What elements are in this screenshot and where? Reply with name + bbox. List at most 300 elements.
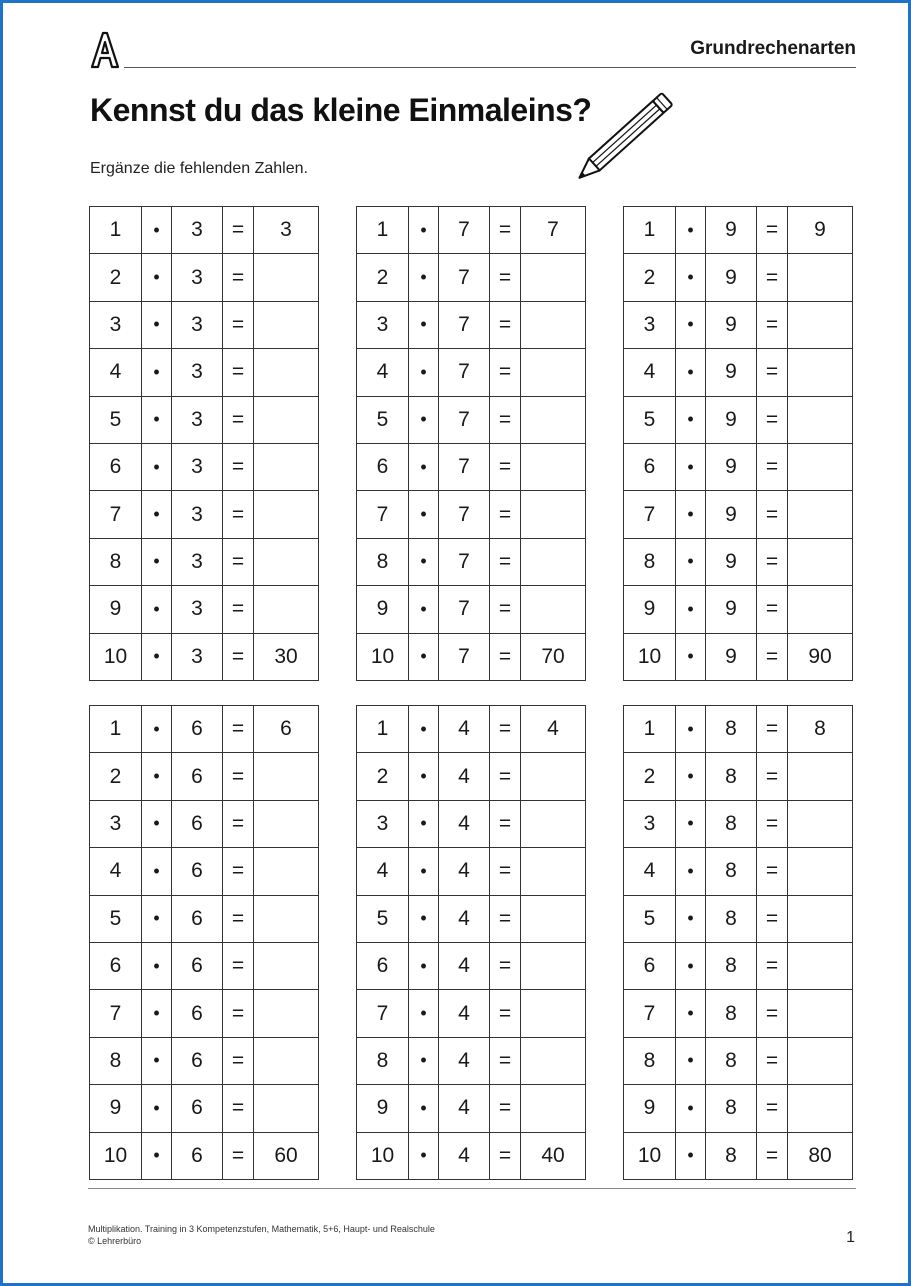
table-row [624, 1132, 853, 1179]
factor-b-cell: 4 [439, 895, 490, 942]
footer-citation: Multiplikation. Training in 3 Kompetenzstufen, Mathematik, 5+6, Haupt- und Realschule [88, 1224, 435, 1234]
table-row [624, 538, 853, 585]
times-sign: • [142, 895, 172, 942]
times-sign: • [409, 1037, 439, 1084]
factor-a-cell: 1 [357, 706, 409, 753]
times-sign: • [409, 443, 439, 490]
times-sign: • [409, 990, 439, 1037]
result-cell[interactable] [788, 800, 853, 847]
header-rule [124, 67, 856, 68]
table-row [90, 207, 319, 254]
times-sign: • [409, 800, 439, 847]
page-title: Kennst du das kleine Einmaleins? [90, 92, 592, 128]
times-sign: • [142, 848, 172, 895]
footer-rule [88, 1188, 856, 1189]
pencil-icon [565, 80, 690, 190]
footer-copyright: © Lehrerbüro [88, 1236, 142, 1246]
result-cell: 60 [254, 1132, 319, 1179]
factor-a-cell: 8 [357, 1037, 409, 1084]
result-cell[interactable] [521, 800, 586, 847]
equals-sign: = [223, 633, 254, 680]
equals-sign: = [757, 990, 788, 1037]
table-row [624, 633, 853, 680]
factor-b-cell: 7 [439, 301, 490, 348]
times-sign: • [676, 586, 706, 633]
times-sign: • [142, 1085, 172, 1132]
result-cell: 9 [788, 207, 853, 254]
result-cell[interactable] [788, 491, 853, 538]
factor-b-cell: 6 [172, 895, 223, 942]
result-cell: 6 [254, 706, 319, 753]
result-cell[interactable] [254, 1085, 319, 1132]
factor-a-cell: 3 [624, 800, 676, 847]
factor-a-cell: 4 [90, 848, 142, 895]
factor-b-cell: 6 [172, 800, 223, 847]
factor-b-cell: 3 [172, 396, 223, 443]
factor-a-cell: 3 [357, 800, 409, 847]
factor-a-cell: 8 [624, 538, 676, 585]
factor-b-cell: 8 [706, 1085, 757, 1132]
times-sign: • [676, 1085, 706, 1132]
equals-sign: = [757, 443, 788, 490]
times-sign: • [142, 396, 172, 443]
result-cell[interactable] [788, 349, 853, 396]
times-sign: • [142, 1037, 172, 1084]
factor-a-cell: 8 [357, 538, 409, 585]
times-sign: • [409, 848, 439, 895]
table-row [90, 586, 319, 633]
factor-b-cell: 7 [439, 633, 490, 680]
result-cell[interactable] [788, 1085, 853, 1132]
table-row [357, 848, 586, 895]
factor-a-cell: 10 [357, 633, 409, 680]
factor-b-cell: 8 [706, 1037, 757, 1084]
times-sign: • [676, 990, 706, 1037]
result-cell[interactable] [521, 349, 586, 396]
result-cell[interactable] [254, 396, 319, 443]
times-sign: • [676, 800, 706, 847]
table-row [90, 396, 319, 443]
equals-sign: = [490, 753, 521, 800]
equals-sign: = [223, 800, 254, 847]
factor-a-cell: 4 [624, 848, 676, 895]
table-row [90, 848, 319, 895]
equals-sign: = [757, 633, 788, 680]
factor-a-cell: 5 [624, 895, 676, 942]
factor-b-cell: 6 [172, 706, 223, 753]
factor-b-cell: 3 [172, 586, 223, 633]
table-row [624, 1037, 853, 1084]
equals-sign: = [223, 491, 254, 538]
factor-b-cell: 4 [439, 753, 490, 800]
equals-sign: = [223, 396, 254, 443]
table-row [90, 706, 319, 753]
factor-a-cell: 7 [357, 990, 409, 1037]
times-sign: • [409, 706, 439, 753]
equals-sign: = [490, 706, 521, 753]
table-row [357, 349, 586, 396]
factor-b-cell: 9 [706, 633, 757, 680]
result-cell[interactable] [521, 586, 586, 633]
factor-a-cell: 2 [624, 254, 676, 301]
table-row [624, 254, 853, 301]
result-cell[interactable] [521, 443, 586, 490]
times-sign: • [409, 1085, 439, 1132]
factor-a-cell: 1 [357, 207, 409, 254]
factor-a-cell: 3 [90, 800, 142, 847]
times-sign: • [676, 895, 706, 942]
table-row [624, 301, 853, 348]
factor-a-cell: 1 [624, 207, 676, 254]
result-cell: 4 [521, 706, 586, 753]
times-sign: • [409, 753, 439, 800]
factor-b-cell: 3 [172, 538, 223, 585]
table-row [624, 349, 853, 396]
table-row [357, 990, 586, 1037]
equals-sign: = [490, 443, 521, 490]
factor-b-cell: 7 [439, 443, 490, 490]
factor-b-cell: 3 [172, 443, 223, 490]
table-row [624, 895, 853, 942]
table-row [90, 633, 319, 680]
times-sign: • [142, 254, 172, 301]
equals-sign: = [490, 301, 521, 348]
factor-a-cell: 10 [624, 633, 676, 680]
factor-b-cell: 4 [439, 1037, 490, 1084]
result-cell[interactable] [254, 848, 319, 895]
result-cell[interactable] [788, 895, 853, 942]
times-sign: • [676, 538, 706, 585]
factor-b-cell: 7 [439, 538, 490, 585]
result-cell[interactable] [521, 895, 586, 942]
factor-b-cell: 7 [439, 396, 490, 443]
times-sign: • [676, 254, 706, 301]
table-row [624, 990, 853, 1037]
result-cell[interactable] [521, 848, 586, 895]
result-cell[interactable] [521, 396, 586, 443]
factor-b-cell: 6 [172, 1085, 223, 1132]
factor-b-cell: 3 [172, 207, 223, 254]
times-sign: • [409, 942, 439, 989]
result-cell[interactable] [254, 538, 319, 585]
factor-a-cell: 10 [90, 1132, 142, 1179]
table-row [624, 396, 853, 443]
result-cell[interactable] [788, 443, 853, 490]
table-row [624, 848, 853, 895]
equals-sign: = [757, 586, 788, 633]
table-row [357, 586, 586, 633]
times-sign: • [409, 895, 439, 942]
times-sign: • [676, 301, 706, 348]
factor-b-cell: 8 [706, 848, 757, 895]
factor-b-cell: 9 [706, 396, 757, 443]
equals-sign: = [757, 1085, 788, 1132]
equals-sign: = [223, 1132, 254, 1179]
factor-b-cell: 4 [439, 706, 490, 753]
factor-b-cell: 9 [706, 349, 757, 396]
factor-a-cell: 2 [90, 753, 142, 800]
result-cell[interactable] [521, 942, 586, 989]
table-row [90, 538, 319, 585]
result-cell[interactable] [254, 800, 319, 847]
equals-sign: = [223, 538, 254, 585]
factor-b-cell: 3 [172, 254, 223, 301]
factor-a-cell: 2 [357, 254, 409, 301]
equals-sign: = [757, 1037, 788, 1084]
factor-a-cell: 2 [90, 254, 142, 301]
result-cell[interactable] [254, 895, 319, 942]
result-cell[interactable] [254, 301, 319, 348]
factor-a-cell: 4 [357, 848, 409, 895]
factor-a-cell: 7 [357, 491, 409, 538]
times-sign: • [676, 753, 706, 800]
page-number: 1 [846, 1229, 855, 1246]
result-cell[interactable] [254, 491, 319, 538]
factor-b-cell: 4 [439, 848, 490, 895]
factor-a-cell: 6 [357, 942, 409, 989]
result-cell: 80 [788, 1132, 853, 1179]
times-table-7 [356, 206, 586, 681]
table-row [357, 942, 586, 989]
table-row [624, 753, 853, 800]
equals-sign: = [490, 848, 521, 895]
equals-sign: = [490, 800, 521, 847]
factor-a-cell: 10 [90, 633, 142, 680]
factor-b-cell: 6 [172, 848, 223, 895]
times-sign: • [142, 990, 172, 1037]
table-row [357, 491, 586, 538]
result-cell: 90 [788, 633, 853, 680]
factor-a-cell: 3 [90, 301, 142, 348]
equals-sign: = [490, 1037, 521, 1084]
equals-sign: = [757, 491, 788, 538]
times-table-6 [89, 705, 319, 1180]
table-row [90, 800, 319, 847]
result-cell[interactable] [254, 1037, 319, 1084]
factor-a-cell: 8 [90, 538, 142, 585]
section-title: Grundrechenarten [690, 38, 856, 59]
result-cell[interactable] [254, 586, 319, 633]
times-sign: • [142, 942, 172, 989]
factor-a-cell: 3 [357, 301, 409, 348]
factor-b-cell: 7 [439, 586, 490, 633]
result-cell[interactable] [254, 990, 319, 1037]
result-cell[interactable] [521, 753, 586, 800]
result-cell[interactable] [521, 538, 586, 585]
table-row [90, 301, 319, 348]
factor-b-cell: 8 [706, 800, 757, 847]
result-cell[interactable] [788, 990, 853, 1037]
factor-a-cell: 6 [624, 942, 676, 989]
factor-b-cell: 3 [172, 633, 223, 680]
equals-sign: = [223, 254, 254, 301]
times-sign: • [409, 586, 439, 633]
equals-sign: = [757, 800, 788, 847]
factor-a-cell: 7 [624, 491, 676, 538]
times-sign: • [142, 491, 172, 538]
times-sign: • [409, 538, 439, 585]
factor-a-cell: 7 [624, 990, 676, 1037]
result-cell: 70 [521, 633, 586, 680]
factor-a-cell: 9 [90, 586, 142, 633]
table-row [624, 491, 853, 538]
result-cell: 40 [521, 1132, 586, 1179]
equals-sign: = [490, 207, 521, 254]
times-sign: • [676, 491, 706, 538]
factor-a-cell: 4 [624, 349, 676, 396]
result-cell[interactable] [788, 301, 853, 348]
table-row [357, 1037, 586, 1084]
factor-a-cell: 6 [357, 443, 409, 490]
equals-sign: = [223, 443, 254, 490]
factor-b-cell: 6 [172, 1132, 223, 1179]
result-cell[interactable] [788, 586, 853, 633]
equals-sign: = [223, 301, 254, 348]
result-cell[interactable] [254, 349, 319, 396]
equals-sign: = [757, 753, 788, 800]
times-sign: • [409, 254, 439, 301]
factor-b-cell: 6 [172, 753, 223, 800]
factor-b-cell: 4 [439, 1085, 490, 1132]
equals-sign: = [490, 349, 521, 396]
times-sign: • [676, 848, 706, 895]
result-cell[interactable] [788, 753, 853, 800]
result-cell[interactable] [521, 491, 586, 538]
factor-a-cell: 9 [357, 1085, 409, 1132]
result-cell[interactable] [521, 254, 586, 301]
result-cell[interactable] [254, 753, 319, 800]
result-cell[interactable] [254, 942, 319, 989]
result-cell[interactable] [521, 990, 586, 1037]
factor-a-cell: 10 [357, 1132, 409, 1179]
factor-b-cell: 9 [706, 254, 757, 301]
times-sign: • [142, 301, 172, 348]
factor-a-cell: 1 [90, 706, 142, 753]
factor-b-cell: 9 [706, 443, 757, 490]
times-sign: • [142, 633, 172, 680]
result-cell[interactable] [521, 1085, 586, 1132]
times-table-8 [623, 705, 853, 1180]
table-row [357, 633, 586, 680]
factor-b-cell: 3 [172, 301, 223, 348]
table-row [624, 1085, 853, 1132]
equals-sign: = [490, 491, 521, 538]
times-sign: • [676, 1132, 706, 1179]
equals-sign: = [223, 990, 254, 1037]
factor-b-cell: 8 [706, 706, 757, 753]
result-cell: 8 [788, 706, 853, 753]
factor-b-cell: 7 [439, 254, 490, 301]
table-row [357, 396, 586, 443]
factor-a-cell: 2 [624, 753, 676, 800]
equals-sign: = [490, 254, 521, 301]
table-row [357, 254, 586, 301]
equals-sign: = [490, 1085, 521, 1132]
factor-b-cell: 4 [439, 1132, 490, 1179]
table-row [357, 706, 586, 753]
table-row [90, 753, 319, 800]
times-sign: • [142, 586, 172, 633]
result-cell: 30 [254, 633, 319, 680]
equals-sign: = [223, 1085, 254, 1132]
result-cell[interactable] [254, 254, 319, 301]
table-row [624, 942, 853, 989]
result-cell[interactable] [254, 443, 319, 490]
instruction-text: Ergänze die fehlenden Zahlen. [90, 160, 308, 177]
factor-a-cell: 5 [624, 396, 676, 443]
factor-a-cell: 9 [90, 1085, 142, 1132]
equals-sign: = [490, 1132, 521, 1179]
factor-a-cell: 6 [90, 443, 142, 490]
equals-sign: = [757, 254, 788, 301]
times-sign: • [142, 538, 172, 585]
equals-sign: = [490, 895, 521, 942]
factor-b-cell: 6 [172, 942, 223, 989]
equals-sign: = [490, 633, 521, 680]
table-row [90, 443, 319, 490]
table-row [90, 942, 319, 989]
result-cell[interactable] [788, 848, 853, 895]
times-sign: • [409, 349, 439, 396]
level-a-logo-icon [88, 30, 122, 70]
factor-b-cell: 4 [439, 990, 490, 1037]
equals-sign: = [223, 706, 254, 753]
factor-b-cell: 4 [439, 942, 490, 989]
table-row [90, 491, 319, 538]
equals-sign: = [757, 895, 788, 942]
result-cell[interactable] [788, 538, 853, 585]
times-sign: • [142, 1132, 172, 1179]
factor-a-cell: 8 [624, 1037, 676, 1084]
result-cell[interactable] [788, 1037, 853, 1084]
times-sign: • [676, 443, 706, 490]
result-cell[interactable] [788, 942, 853, 989]
equals-sign: = [757, 301, 788, 348]
table-row [357, 538, 586, 585]
times-sign: • [676, 207, 706, 254]
result-cell[interactable] [521, 301, 586, 348]
equals-sign: = [757, 706, 788, 753]
result-cell[interactable] [788, 396, 853, 443]
equals-sign: = [757, 538, 788, 585]
table-row [90, 254, 319, 301]
times-sign: • [409, 633, 439, 680]
factor-a-cell: 4 [90, 349, 142, 396]
factor-b-cell: 6 [172, 1037, 223, 1084]
result-cell[interactable] [788, 254, 853, 301]
table-row [90, 990, 319, 1037]
result-cell[interactable] [521, 1037, 586, 1084]
equals-sign: = [490, 942, 521, 989]
factor-a-cell: 5 [90, 396, 142, 443]
equals-sign: = [223, 207, 254, 254]
factor-b-cell: 6 [172, 990, 223, 1037]
factor-a-cell: 7 [90, 990, 142, 1037]
factor-a-cell: 5 [90, 895, 142, 942]
equals-sign: = [490, 538, 521, 585]
times-sign: • [676, 633, 706, 680]
equals-sign: = [223, 848, 254, 895]
times-sign: • [142, 800, 172, 847]
factor-b-cell: 3 [172, 491, 223, 538]
times-sign: • [676, 1037, 706, 1084]
factor-b-cell: 3 [172, 349, 223, 396]
factor-b-cell: 9 [706, 207, 757, 254]
result-cell: 3 [254, 207, 319, 254]
equals-sign: = [223, 586, 254, 633]
factor-b-cell: 9 [706, 586, 757, 633]
factor-a-cell: 10 [624, 1132, 676, 1179]
